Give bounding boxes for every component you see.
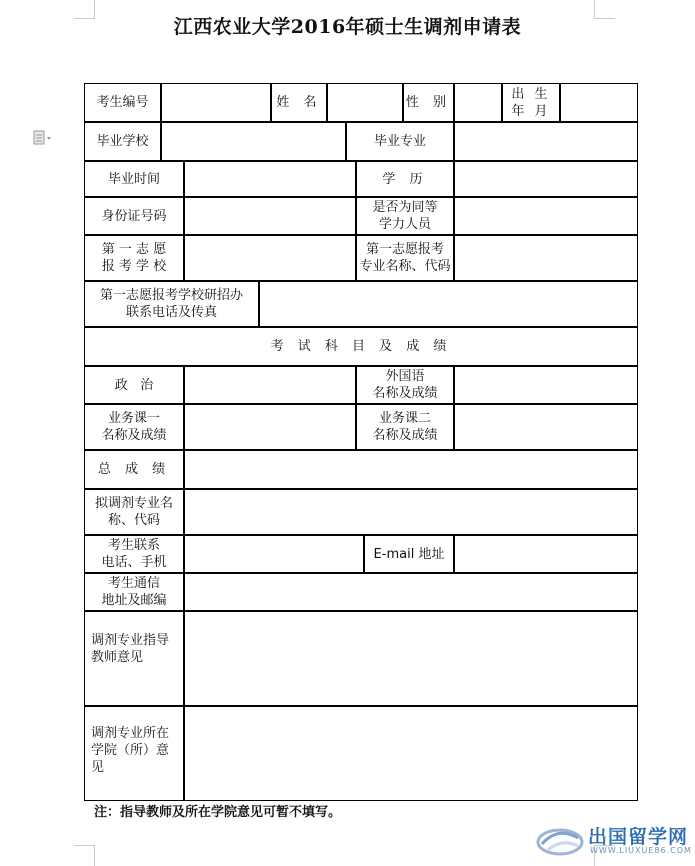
admission-office-contact-label: 第一志愿报考学校研招办 联系电话及传真	[84, 281, 259, 327]
page-title: 江西农业大学2016年硕士生调剂申请表	[173, 16, 522, 38]
equivalent-degree-label: 是否为同等 学力人员	[356, 197, 454, 235]
name-field[interactable]	[327, 83, 403, 122]
exam-scores-section-header: 考 试 科 目 及 成 绩	[84, 327, 638, 366]
first-choice-school-label: 第 一 志 愿 报 考 学 校	[84, 235, 184, 281]
course-two-label: 业务课二 名称及成绩	[356, 404, 454, 450]
admission-office-contact-field[interactable]	[259, 281, 638, 327]
exam-number-label: 考生编号	[84, 83, 161, 122]
email-field[interactable]	[454, 535, 638, 573]
application-form-table	[84, 83, 638, 801]
contact-phone-label: 考生联系 电话、手机	[84, 535, 184, 573]
mailing-address-field[interactable]	[184, 573, 638, 611]
mailing-address-label: 考生通信 地址及邮编	[84, 573, 184, 611]
graduation-time-label: 毕业时间	[84, 161, 184, 197]
gender-field[interactable]	[454, 83, 502, 122]
course-two-field[interactable]	[454, 404, 638, 450]
birth-date-label: 出 生 年 月	[502, 83, 560, 122]
education-field[interactable]	[454, 161, 638, 197]
graduate-major-label: 毕业专业	[346, 122, 454, 161]
total-score-label: 总 成 绩	[84, 450, 184, 489]
footnote: 注：指导教师及所在学院意见可暂不填写。	[94, 805, 342, 820]
course-one-label: 业务课一 名称及成绩	[84, 404, 184, 450]
advisor-opinion-label: 调剂专业指导 教师意见	[84, 611, 184, 706]
exam-number-field[interactable]	[161, 83, 271, 122]
id-number-field[interactable]	[184, 197, 356, 235]
college-opinion-field[interactable]	[184, 706, 638, 801]
watermark-url: WWW.LIUXUE86.COM	[590, 846, 692, 855]
first-choice-major-field[interactable]	[454, 235, 638, 281]
contact-phone-field[interactable]	[184, 535, 364, 573]
gender-label: 性 别	[403, 83, 454, 122]
course-one-field[interactable]	[184, 404, 356, 450]
birth-date-field[interactable]	[560, 83, 638, 122]
name-label: 姓 名	[271, 83, 327, 122]
id-number-label: 身份证号码	[84, 197, 184, 235]
foreign-language-label: 外国语 名称及成绩	[356, 366, 454, 404]
politics-field[interactable]	[184, 366, 356, 404]
first-choice-major-label: 第一志愿报考 专业名称、代码	[356, 235, 454, 281]
watermark-text: 出国留学网	[588, 826, 689, 848]
college-opinion-label: 调剂专业所在 学院（所）意 见	[84, 706, 184, 801]
foreign-language-field[interactable]	[454, 366, 638, 404]
graduation-time-field[interactable]	[184, 161, 356, 197]
graduate-school-field[interactable]	[161, 122, 346, 161]
paste-options-icon[interactable]	[32, 130, 54, 146]
graduate-school-label: 毕业学校	[84, 122, 161, 161]
target-major-label: 拟调剂专业名 称、代码	[84, 489, 184, 535]
advisor-opinion-field[interactable]	[184, 611, 638, 706]
target-major-field[interactable]	[184, 489, 638, 535]
equivalent-degree-field[interactable]	[454, 197, 638, 235]
first-choice-school-field[interactable]	[184, 235, 356, 281]
total-score-field[interactable]	[184, 450, 638, 489]
education-label: 学 历	[356, 161, 454, 197]
email-label: E-mail 地址	[364, 535, 454, 573]
graduate-major-field[interactable]	[454, 122, 638, 161]
politics-label: 政 治	[84, 366, 184, 404]
